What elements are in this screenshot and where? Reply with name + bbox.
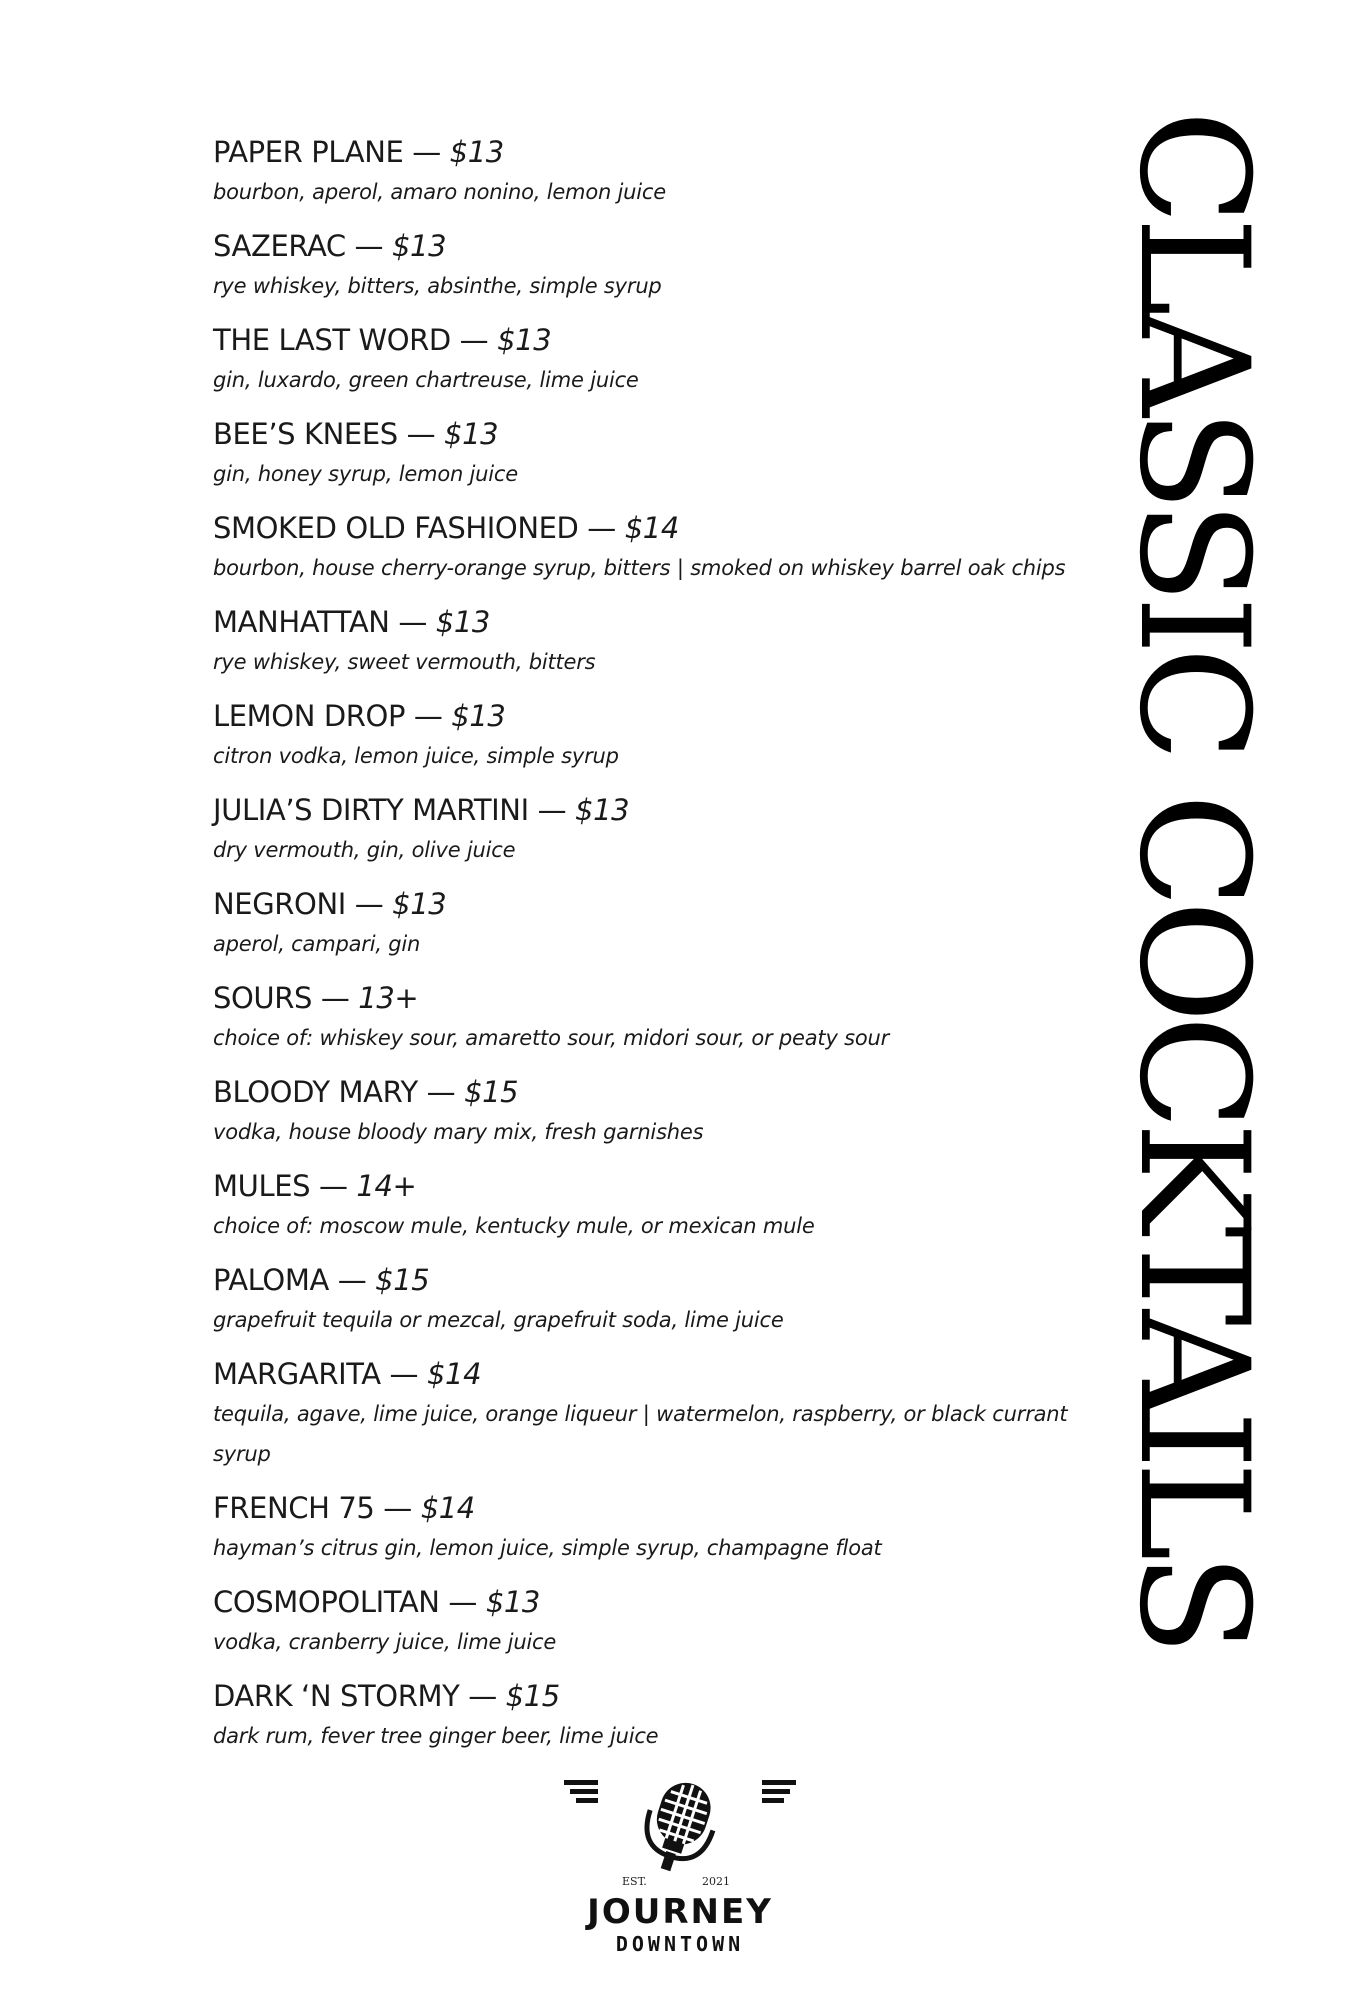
menu-item-price: $13: [497, 323, 552, 357]
menu-item-name: JULIA’S DIRTY MARTINI: [213, 793, 529, 827]
title-wrap: [1106, 110, 1280, 1910]
menu-item-price: 13+: [358, 981, 419, 1015]
menu-item-price: $14: [426, 1357, 482, 1391]
menu-item-name: NEGRONI: [213, 887, 346, 921]
menu-item-separator: —: [439, 1585, 486, 1619]
menu-item-heading: [213, 1072, 1093, 1112]
menu-item-separator: —: [450, 323, 498, 357]
microphone-icon: [625, 1780, 735, 1875]
menu-item: [213, 1676, 1093, 1756]
menu-item-separator: —: [578, 511, 625, 545]
menu-item-description: vodka, house bloody mary mix, fresh garnishes: [213, 1120, 704, 1144]
menu-item-name: BLOODY MARY: [213, 1075, 418, 1109]
menu-item-heading: [213, 884, 1093, 924]
menu-item-name: COSMOPOLITAN: [213, 1585, 440, 1619]
menu-title: CLASSIC COCKTAILS: [1106, 110, 1280, 1648]
menu-item-price: $14: [420, 1491, 475, 1525]
menu-item-description: gin, honey syrup, lemon juice: [213, 462, 518, 486]
menu-item: [213, 1488, 1093, 1568]
menu-item-separator: —: [310, 1169, 357, 1203]
menu-item-description: choice of: whiskey sour, amaretto sour, midori sour, or peaty sour: [213, 1026, 890, 1050]
menu-item-name: MARGARITA: [213, 1357, 381, 1391]
menu-item-price: $13: [575, 793, 630, 827]
menu-item-price: $14: [624, 511, 679, 545]
menu-item-description: citron vodka, lemon juice, simple syrup: [213, 744, 619, 768]
menu-item-name: SOURS: [213, 981, 313, 1015]
menu-item-separator: —: [345, 887, 393, 921]
menu-item-heading: [213, 978, 1093, 1018]
speed-lines-left-icon: [564, 1780, 600, 1804]
menu-item-price: $13: [435, 605, 490, 639]
menu-item-description: choice of: moscow mule, kentucky mule, or mexican mule: [213, 1214, 815, 1238]
menu-item: [213, 1354, 1093, 1474]
menu-item: [213, 1260, 1093, 1340]
menu-item-heading: [213, 696, 1093, 736]
menu-item-name: THE LAST WORD: [213, 323, 451, 357]
menu-item-name: DARK ‘N STORMY: [213, 1679, 460, 1713]
menu-item-price: $13: [391, 229, 447, 263]
menu-item-description: grapefruit tequila or mezcal, grapefruit soda, lime juice: [213, 1308, 784, 1332]
menu-item-separator: —: [417, 1075, 465, 1109]
menu-item-heading: [213, 1488, 1093, 1528]
menu-item-heading: [213, 1260, 1093, 1300]
menu-item-description: dark rum, fever tree ginger beer, lime juice: [213, 1724, 659, 1748]
menu-item: [213, 1166, 1093, 1246]
menu-item: [213, 132, 1093, 212]
logo-downtown: DOWNTOWN: [615, 1932, 745, 1956]
menu-item-heading: [213, 508, 1093, 548]
menu-item: [213, 1582, 1093, 1662]
menu-item-separator: —: [380, 1357, 427, 1391]
menu-item-price: $15: [375, 1263, 430, 1297]
menu-item-separator: —: [459, 1679, 506, 1713]
menu-item-heading: [213, 414, 1093, 454]
menu-item: [213, 320, 1093, 400]
menu-item: [213, 884, 1093, 964]
menu-item-heading: [213, 320, 1093, 360]
menu-item-description: bourbon, house cherry-orange syrup, bitters | smoked on whiskey barrel oak chips: [213, 556, 1066, 580]
menu-item-separator: —: [403, 135, 450, 169]
menu-item-price: $13: [485, 1585, 540, 1619]
menu-item-price: 14+: [356, 1169, 417, 1203]
menu-item-price: $15: [464, 1075, 519, 1109]
menu-item-description: dry vermouth, gin, olive juice: [213, 838, 516, 862]
menu-item-description: hayman’s citrus gin, lemon juice, simple syrup, champagne float: [213, 1536, 882, 1560]
menu-item-name: MANHATTAN: [213, 605, 390, 639]
logo: [570, 1780, 790, 1980]
menu-item-separator: —: [389, 605, 436, 639]
menu-item-price: $13: [449, 135, 504, 169]
menu-item-name: SMOKED OLD FASHIONED: [213, 511, 579, 545]
menu-item: [213, 1072, 1093, 1152]
menu-item-separator: —: [397, 417, 445, 451]
menu-item-price: $13: [444, 417, 499, 451]
menu-item-heading: [213, 1354, 1093, 1394]
menu-item-description: vodka, cranberry juice, lime juice: [213, 1630, 557, 1654]
menu-item-separator: —: [328, 1263, 376, 1297]
menu-item-name: MULES: [213, 1169, 311, 1203]
menu-item-price: $13: [451, 699, 506, 733]
menu-item: [213, 226, 1093, 306]
menu-item-heading: [213, 1166, 1093, 1206]
menu-item-separator: —: [312, 981, 359, 1015]
menu-item-heading: [213, 132, 1093, 172]
menu-item: [213, 508, 1093, 588]
menu-item-separator: —: [528, 793, 576, 827]
menu-item-name: LEMON DROP: [213, 699, 406, 733]
menu-item-heading: [213, 790, 1093, 830]
menu-item-description: gin, luxardo, green chartreuse, lime juice: [213, 368, 639, 392]
menu-list: [213, 132, 1093, 1770]
menu-item-name: BEE’S KNEES: [213, 417, 398, 451]
menu-item-description: aperol, campari, gin: [213, 932, 421, 956]
menu-item-separator: —: [345, 229, 392, 263]
logo-est-year: 2021: [702, 1875, 730, 1888]
menu-item-price: $13: [392, 887, 447, 921]
menu-item-description: tequila, agave, lime juice, orange liqueur | watermelon, raspberry, or black currant syrup: [213, 1402, 1068, 1466]
menu-item-name: PALOMA: [213, 1263, 329, 1297]
logo-est-label: EST.: [622, 1875, 647, 1888]
menu-item: [213, 978, 1093, 1058]
menu-item-description: bourbon, aperol, amaro nonino, lemon juice: [213, 180, 666, 204]
menu-item-separator: —: [405, 699, 452, 733]
menu-item-heading: [213, 1676, 1093, 1716]
menu-item-description: rye whiskey, sweet vermouth, bitters: [213, 650, 596, 674]
menu-item-heading: [213, 226, 1093, 266]
menu-item-price: $15: [505, 1679, 560, 1713]
speed-lines-right-icon: [760, 1780, 796, 1804]
menu-item: [213, 602, 1093, 682]
menu-item: [213, 414, 1093, 494]
menu-item-name: FRENCH 75: [213, 1491, 375, 1525]
menu-item-name: PAPER PLANE: [213, 135, 404, 169]
menu-item-name: SAZERAC: [213, 229, 346, 263]
menu-item: [213, 696, 1093, 776]
menu-item: [213, 790, 1093, 870]
logo-journey: JOURNEY: [587, 1892, 773, 1932]
menu-item-heading: [213, 602, 1093, 642]
menu-item-separator: —: [374, 1491, 421, 1525]
menu-item-heading: [213, 1582, 1093, 1622]
menu-item-description: rye whiskey, bitters, absinthe, simple syrup: [213, 274, 662, 298]
